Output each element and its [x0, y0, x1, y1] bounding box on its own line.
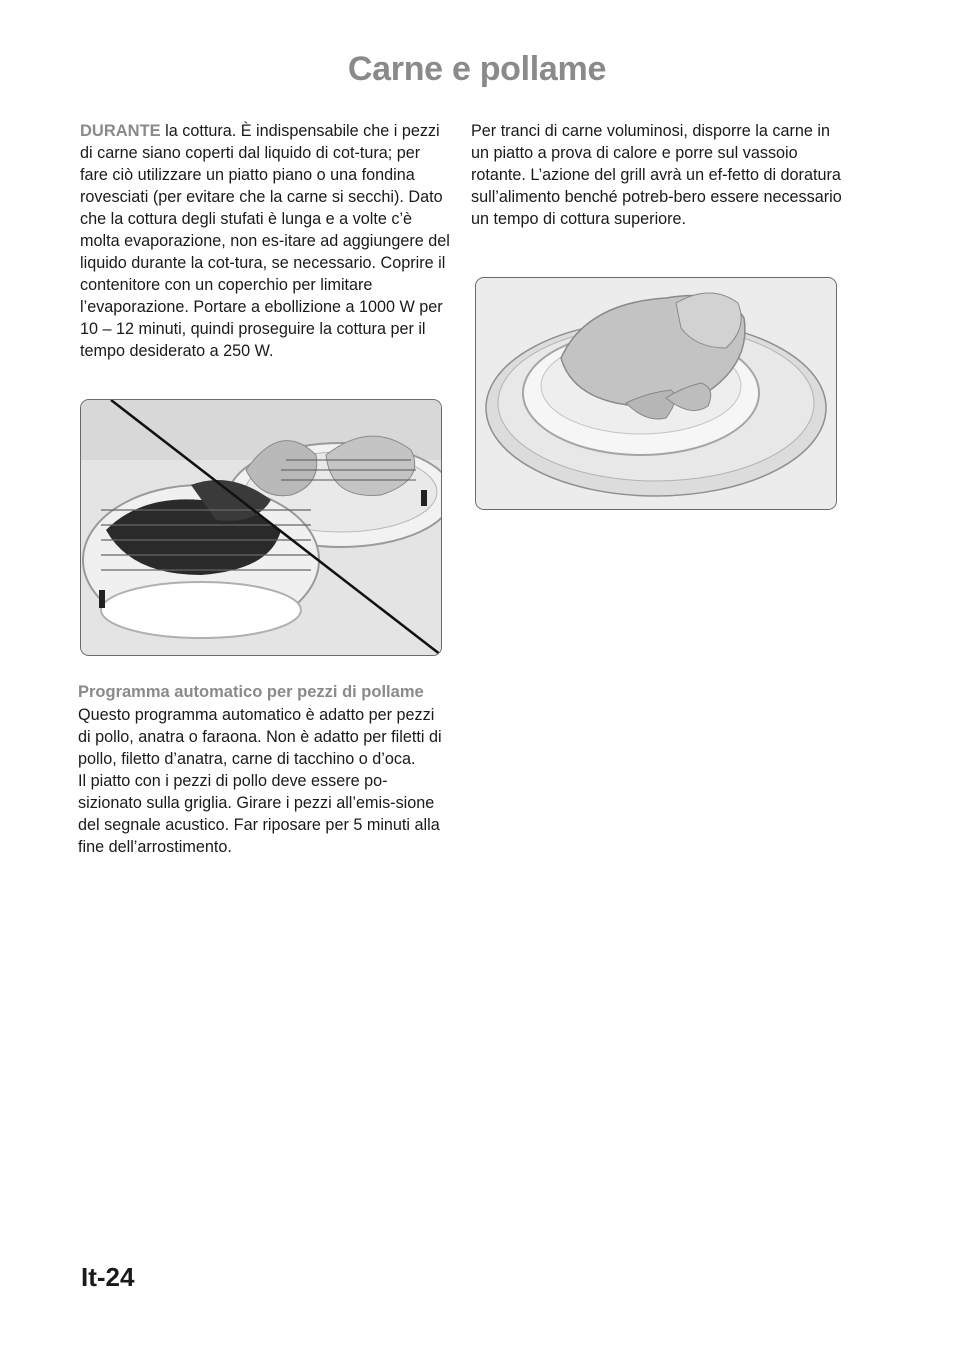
meat-and-poultry-photo — [80, 399, 442, 656]
left-column-text: la cottura. È indispensabile che i pezzi di carne siano coperti dal liquido di cot-tura; per fare ciò utilizzare un piatto piano o una fondina rovesciati (per evitare che la carne si secchi). Dato che la cottura degli stufati è lunga e a volte c’è molta evaporazione, non es-itare ad aggiungere del liquido durante la cot-tura, se necessario. Coprire il contenitore con un coperchio per limitare l’evaporazione. Portare a ebollizione a 1000 W per 10 – 12 minuti, quindi proseguire la cottura per il tempo desiderato a 250 W. — [80, 122, 450, 360]
whole-chicken-illustration — [476, 278, 836, 509]
right-column — [471, 120, 843, 230]
left-column-paragraph — [80, 120, 450, 362]
lead-word: DURANTE — [80, 122, 161, 140]
meat-and-poultry-illustration — [81, 400, 441, 655]
section-heading: Programma automatico per pezzi di pollame — [78, 683, 424, 701]
page-title: Carne e pollame — [347, 50, 607, 88]
page-number: It-24 — [81, 1262, 135, 1292]
left-column — [80, 120, 450, 362]
auto-program-section — [78, 681, 448, 858]
right-column-text: Per tranci di carne voluminosi, disporre la carne in un piatto a prova di calore e porre sul vassoio rotante. L’azione del grill avrà un ef-fetto di doratura sull’alimento benché potreb-bero essere necessario un tempo di cottura superiore. — [471, 122, 842, 228]
section-paragraph-1: Questo programma automatico è adatto per pezzi di pollo, anatra o faraona. Non è adatto per filetti di pollo, filetto d’anatra, carne di tacchino o d’oca. — [78, 706, 442, 768]
whole-chicken-photo — [475, 277, 837, 510]
section-paragraph-2: Il piatto con i pezzi di pollo deve essere po-sizionato sulla griglia. Girare i pezzi all’emis-sione del segnale acustico. Far riposare per 5 minuti alla fine dell’arrostimento. — [78, 772, 440, 856]
